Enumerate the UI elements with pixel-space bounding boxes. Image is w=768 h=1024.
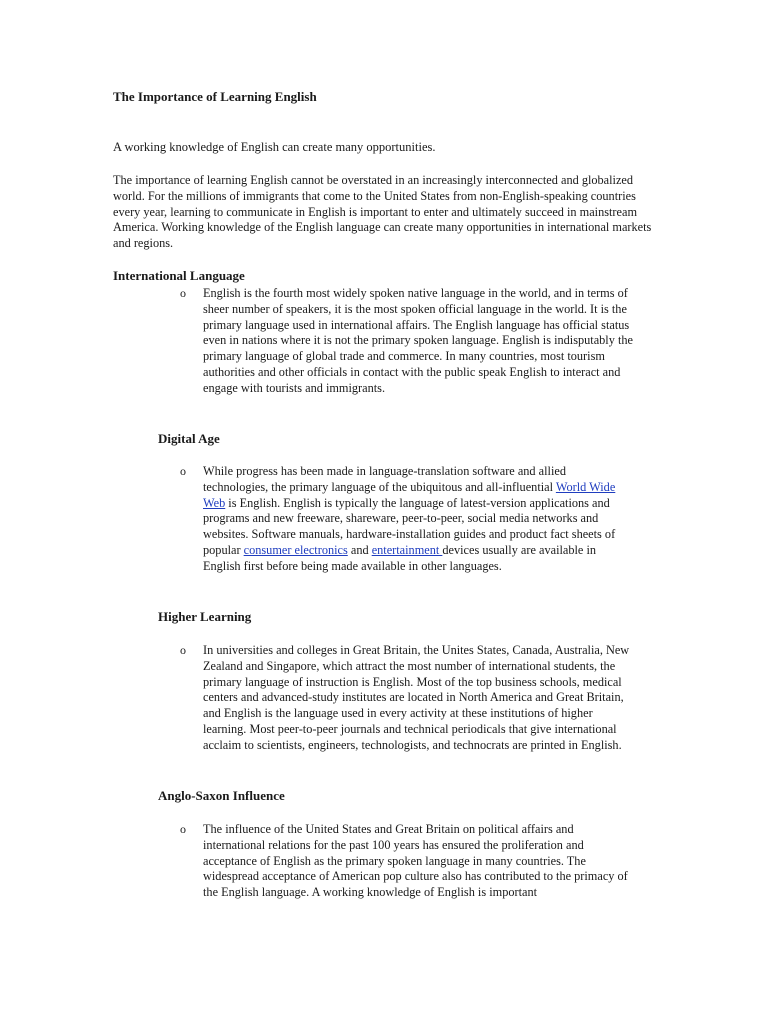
bullet-marker: o	[180, 643, 186, 657]
section-text-international-language: English is the fourth most widely spoken native language in the world, and in terms of sheer number of speakers, it is the most spoken official language in the world. It is the primary language used in international affairs. The English language has official status even in nations where it is not the primary spoken language. English is indisputably the primary language of global trade and commerce. In many countries, most tourism authorities and other officials in contact with the public speak English to interact and engage with tourists and immigrants.	[203, 286, 633, 395]
world-wide-web-link[interactable]: World Wide Web	[203, 479, 616, 510]
bullet-marker: o	[180, 464, 186, 478]
intro-paragraph: The importance of learning English cannot be overstated in an increasingly interconnected and globalized world. For the millions of immigrants that come to the United States from non-English-speaking countries every year, learning to communicate in English is important to enter and ultimately succeed in mainstream America. Working knowledge of the English language can create many opportunities in international markets and regions.	[113, 173, 652, 251]
digital-age-text-a: While progress has been made in language-translation software and allied technologies, the primary language of the ubiquitous and all-influential	[203, 464, 566, 494]
entertainment-link[interactable]: entertainment	[371, 542, 443, 557]
digital-age-text-c: and	[347, 542, 372, 557]
section-text-digital-age	[203, 464, 633, 575]
bullet-marker: o	[180, 286, 186, 300]
digital-age-text-d: devices usually are available in English first before being made available in other languages.	[203, 542, 597, 573]
section-heading-anglo-saxon-influence: Anglo-Saxon Influence	[158, 788, 285, 803]
section-text-higher-learning: In universities and colleges in Great Britain, the Unites States, Canada, Australia, New Zealand and Singapore, which attract the most number of international students, the primary language of instruction is English. Most of the top business schools, medical centers and advanced-study institutes are located in North America and Great Britain, and English is the language used in every activity at these institutions of higher learning. Most peer-to-peer journals and technical periodicals that give international acclaim to scientists, engineers, technologists, and technocrats are printed in English.	[203, 643, 630, 752]
section-heading-higher-learning: Higher Learning	[158, 609, 252, 624]
digital-age-text-b: is English. English is typically the language of latest-version applications and programs and new freeware, shareware, peer-to-peer, social media networks and websites. Software manuals, hardware-installation guides and product fact sheets of popular	[203, 495, 616, 557]
section-text-anglo-saxon-influence: The influence of the United States and Great Britain on political affairs and international relations for the past 100 years has ensured the proliferation and acceptance of English as the primary spoken language in many countries. The widespread acceptance of American pop culture also has contributed to the primacy of the English language. A working knowledge of English is important	[203, 822, 628, 900]
consumer-electronics-link[interactable]: consumer electronics	[243, 542, 348, 557]
section-heading-international-language: International Language	[113, 268, 245, 283]
section-heading-digital-age: Digital Age	[158, 431, 220, 446]
bullet-marker: o	[180, 822, 186, 836]
intro-line: A working knowledge of English can create many opportunities.	[113, 140, 436, 154]
document-title: The Importance of Learning English	[113, 89, 317, 104]
